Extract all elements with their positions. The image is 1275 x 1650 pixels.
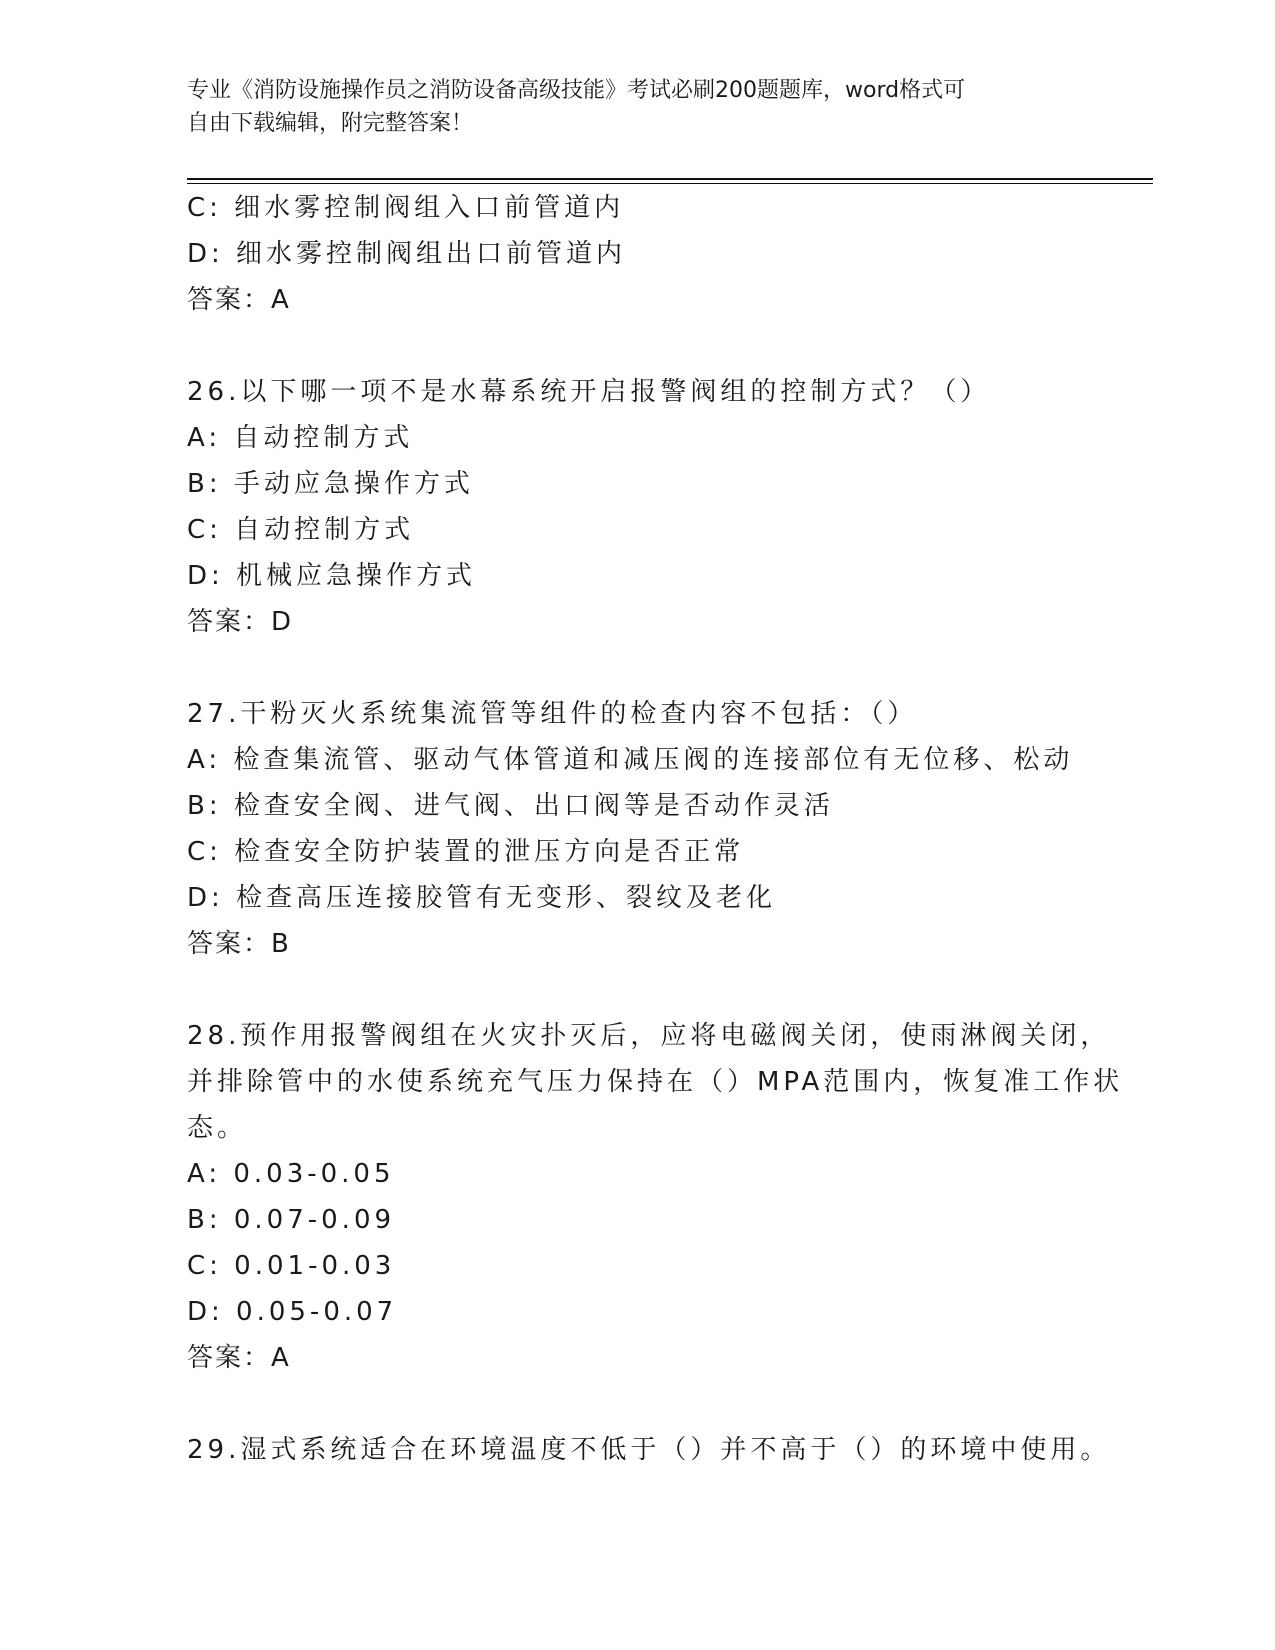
question-text: 26.以下哪一项不是水幕系统开启报警阀组的控制方式？（） (187, 377, 991, 407)
question-25-tail (187, 185, 1147, 323)
spacer (187, 1381, 1147, 1427)
question-26 (187, 369, 1147, 645)
question-text-line-3: 态。 (187, 1113, 248, 1143)
question-text-line-2: 并排除管中的水使系统充气压力保持在（）MPA范围内，恢复准工作状 (187, 1067, 1124, 1097)
header-line-1: 专业《消防设施操作员之消防设备高级技能》考试必刷200题题库，word格式可 (187, 78, 966, 103)
option-b: B: 0.07-0.09 (187, 1205, 396, 1235)
option-b: B: 手动应急操作方式 (187, 469, 474, 499)
spacer (187, 967, 1147, 1013)
option-c: C: 检查安全防护装置的泄压方向是否正常 (187, 837, 745, 867)
answer: 答案：A (187, 285, 291, 315)
spacer (187, 645, 1147, 691)
spacer (187, 323, 1147, 369)
answer: 答案：B (187, 929, 291, 959)
question-27 (187, 691, 1147, 967)
option-d: D: 检查高压连接胶管有无变形、裂纹及老化 (187, 883, 777, 913)
header-rule-thick (187, 178, 1153, 180)
option-a: A: 0.03-0.05 (187, 1159, 395, 1189)
option-d: D: 0.05-0.07 (187, 1297, 398, 1327)
option-c: C: 细水雾控制阀组入口前管道内 (187, 193, 625, 223)
question-text: 29.湿式系统适合在环境温度不低于（）并不高于（）的环境中使用。 (187, 1435, 1111, 1465)
question-text: 27.干粉灭火系统集流管等组件的检查内容不包括：（） (187, 699, 918, 729)
question-list (187, 185, 1147, 1473)
header-rule-thin (187, 183, 1153, 184)
answer: 答案：A (187, 1343, 291, 1373)
option-a: A: 自动控制方式 (187, 423, 414, 453)
option-c: C: 自动控制方式 (187, 515, 415, 545)
header-line-2: 自由下载编辑，附完整答案！ (187, 111, 474, 136)
option-c: C: 0.01-0.03 (187, 1251, 396, 1281)
option-d: D: 机械应急操作方式 (187, 561, 477, 591)
option-a: A: 检查集流管、驱动气体管道和减压阀的连接部位有无位移、松动 (187, 745, 1074, 775)
question-text-line-1: 28.预作用报警阀组在火灾扑灭后，应将电磁阀关闭，使雨淋阀关闭， (187, 1021, 1111, 1051)
document-header (187, 74, 1087, 140)
answer: 答案：D (187, 607, 294, 637)
question-28 (187, 1013, 1147, 1381)
option-b: B: 检查安全阀、进气阀、出口阀等是否动作灵活 (187, 791, 834, 821)
option-d: D: 细水雾控制阀组出口前管道内 (187, 239, 627, 269)
question-29 (187, 1427, 1147, 1473)
